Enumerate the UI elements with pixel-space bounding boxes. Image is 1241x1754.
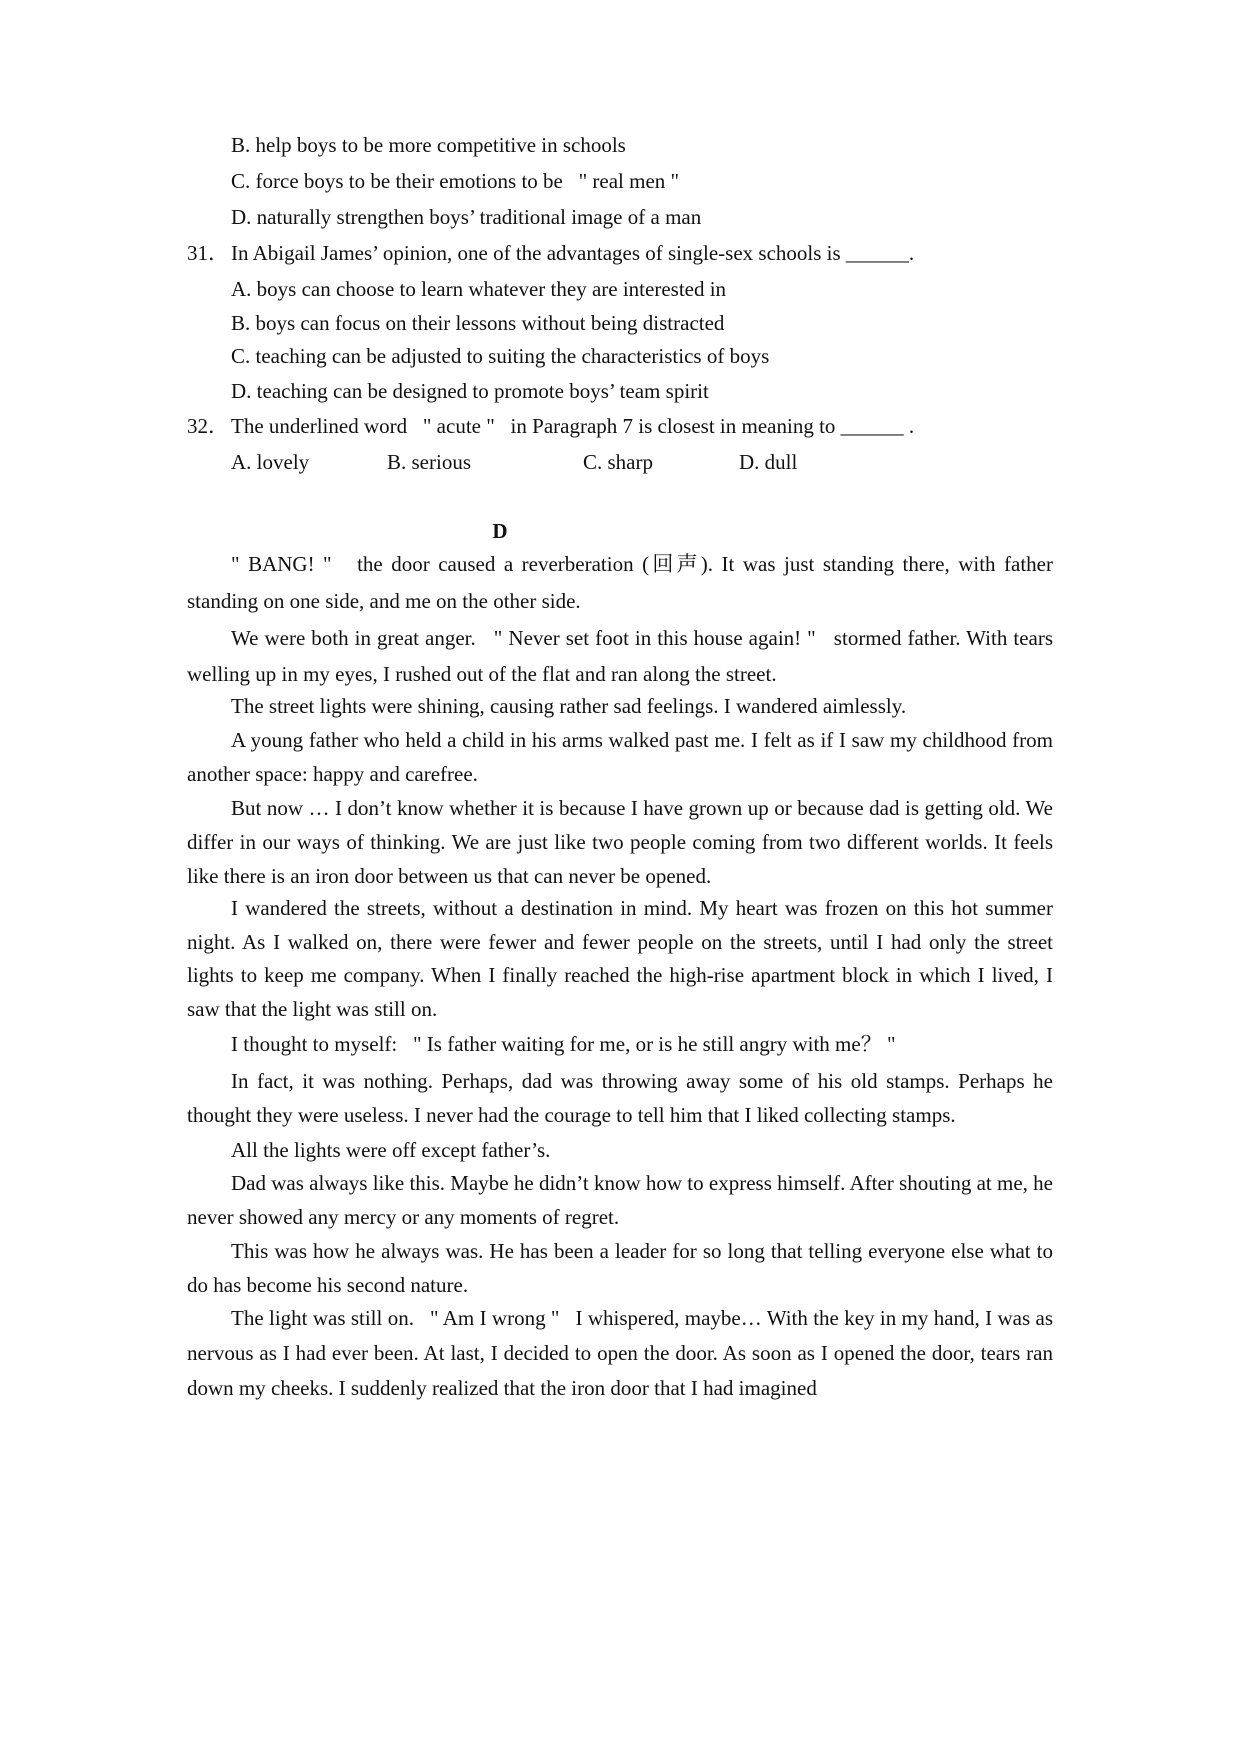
q31-option-c: C. teaching can be adjusted to suiting the characteristics of boys	[231, 344, 770, 368]
passage-paragraph-3: The street lights were shining, causing rather sad feelings. I wandered aimlessly.	[231, 694, 907, 718]
passage-paragraph-2: We were both in great anger. " Never set foot in this house again! " stormed father. With tears welling up in my eyes, I rushed out of the flat and ran along the street.	[187, 626, 1053, 686]
q32-option-b: B. serious	[387, 450, 471, 474]
passage-paragraph-6: I wandered the streets, without a destination in mind. My heart was frozen on this hot summer night. As I walked on, there were fewer and fewer people on the streets, until I had only the street lights to keep me company. When I finally reached the high-rise apartment block in which I lived, I saw that the light was still on.	[187, 896, 1053, 1022]
passage-paragraph-7: I thought to myself: " Is father waiting for me, or is he still angry with me？ "	[231, 1032, 896, 1056]
passage-paragraph-1: " BANG! " the door caused a reverberation (回声). It was just standing there, with father standing on one side, and me on the other side.	[187, 552, 1053, 613]
q32-option-d: D. dull	[739, 450, 798, 474]
passage-paragraph-5: But now … I don’t know whether it is because I have grown up or because dad is getting old. We differ in our ways of thinking. We are just like two people coming from two different worlds. It feels like there is an iron door between us that can never be opened.	[187, 796, 1053, 888]
passage-paragraph-10: Dad was always like this. Maybe he didn’t know how to express himself. After shouting at me, he never showed any mercy or any moments of regret.	[187, 1171, 1053, 1229]
q31-option-a: A. boys can choose to learn whatever they are interested in	[231, 277, 727, 301]
q32-number: 32．	[187, 414, 229, 438]
q32-stem: The underlined word " acute " in Paragraph 7 is closest in meaning to ______ .	[231, 414, 915, 438]
q32-option-c: C. sharp	[583, 450, 653, 474]
q30-option-b: B. help boys to be more competitive in schools	[231, 133, 626, 157]
passage-paragraph-12: The light was still on. " Am I wrong " I whispered, maybe… With the key in my hand, I was as nervous as I had ever been. At last, I decided to open the door. As soon as I opened the door, tears ran down my cheeks. I suddenly realized that the iron door that I had imagined	[187, 1306, 1053, 1400]
passage-paragraph-11: This was how he always was. He has been a leader for so long that telling everyone else what to do has become his second nature.	[187, 1239, 1053, 1297]
section-heading: D	[492, 519, 508, 543]
q32-option-a: A. lovely	[231, 450, 310, 474]
q31-stem: In Abigail James’ opinion, one of the advantages of single-sex schools is ______.	[231, 241, 915, 265]
passage-paragraph-9: All the lights were off except father’s.	[231, 1138, 551, 1162]
passage-paragraph-8: In fact, it was nothing. Perhaps, dad was throwing away some of his old stamps. Perhaps he thought they were useless. I never had the courage to tell him that I liked collecting stamps.	[187, 1069, 1053, 1127]
q31-option-d: D. teaching can be designed to promote boys’ team spirit	[231, 379, 709, 403]
q30-option-c: C. force boys to be their emotions to be " real men "	[231, 169, 680, 193]
passage-paragraph-4: A young father who held a child in his arms walked past me. I felt as if I saw my childhood from another space: happy and carefree.	[187, 728, 1053, 786]
q31-number: 31．	[187, 241, 229, 265]
q30-option-d: D. naturally strengthen boys’ traditional image of a man	[231, 205, 702, 229]
q31-option-b: B. boys can focus on their lessons without being distracted	[231, 311, 725, 335]
